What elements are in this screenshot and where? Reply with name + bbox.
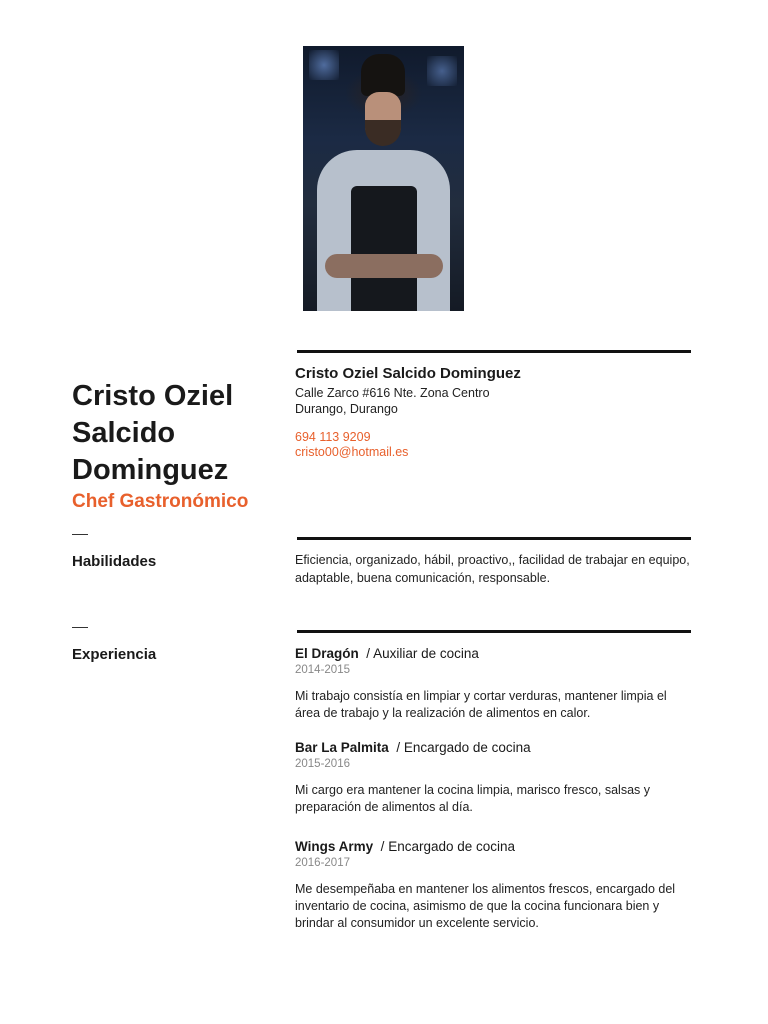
job-description: Me desempeñaba en mantener los alimentos frescos, encargado del inventario de cocina, asimismo de que la cocina funcionara bien y brindar al consumidor un excelente servicio. (295, 882, 676, 930)
job-heading (295, 839, 695, 854)
section-dash-skills (72, 534, 88, 535)
job-title: Chef Gastronómico (72, 491, 249, 512)
phone-number: 694 113 9209 (295, 430, 371, 444)
divider-experience (297, 630, 691, 633)
job-employer: Wings Army (295, 839, 374, 854)
experience-heading: Experiencia (72, 646, 157, 663)
candidate-name: Cristo Oziel Salcido Dominguez (72, 380, 234, 486)
job-separator: / (396, 740, 401, 755)
job-heading (295, 646, 695, 661)
job-separator: / (380, 839, 385, 854)
address-line-2: Durango, Durango (295, 402, 398, 416)
skills-heading: Habilidades (72, 553, 157, 570)
section-dash-experience (72, 627, 88, 628)
job-employer: Bar La Palmita (295, 740, 389, 755)
divider-contact (297, 350, 691, 353)
divider-skills (297, 537, 691, 540)
job-entry (295, 646, 695, 722)
job-entry (295, 839, 695, 932)
job-entry (295, 740, 695, 816)
email-address[interactable]: cristo00@hotmail.es (295, 445, 409, 459)
profile-photo (303, 46, 464, 311)
job-role: Encargado de cocina (388, 839, 516, 854)
job-separator: / (366, 646, 371, 661)
job-employer: El Dragón (295, 646, 359, 661)
address-line-1: Calle Zarco #616 Nte. Zona Centro (295, 386, 490, 400)
job-role: Auxiliar de cocina (373, 646, 479, 661)
job-description: Mi trabajo consistía en limpiar y cortar verduras, mantener limpia el área de trabajo y la realización de alimentos en calor. (295, 689, 667, 720)
job-role: Encargado de cocina (403, 740, 531, 755)
job-dates: 2016-2017 (295, 857, 350, 869)
contact-name: Cristo Oziel Salcido Dominguez (295, 365, 521, 382)
job-description: Mi cargo era mantener la cocina limpia, marisco fresco, salsas y preparación de alimentos al día. (295, 783, 650, 814)
skills-text: Eficiencia, organizado, hábil, proactivo,, facilidad de trabajar en equipo, adaptable, buena comunicación, responsable. (295, 553, 690, 585)
job-dates: 2015-2016 (295, 758, 350, 770)
job-dates: 2014-2015 (295, 664, 350, 676)
job-heading (295, 740, 695, 755)
